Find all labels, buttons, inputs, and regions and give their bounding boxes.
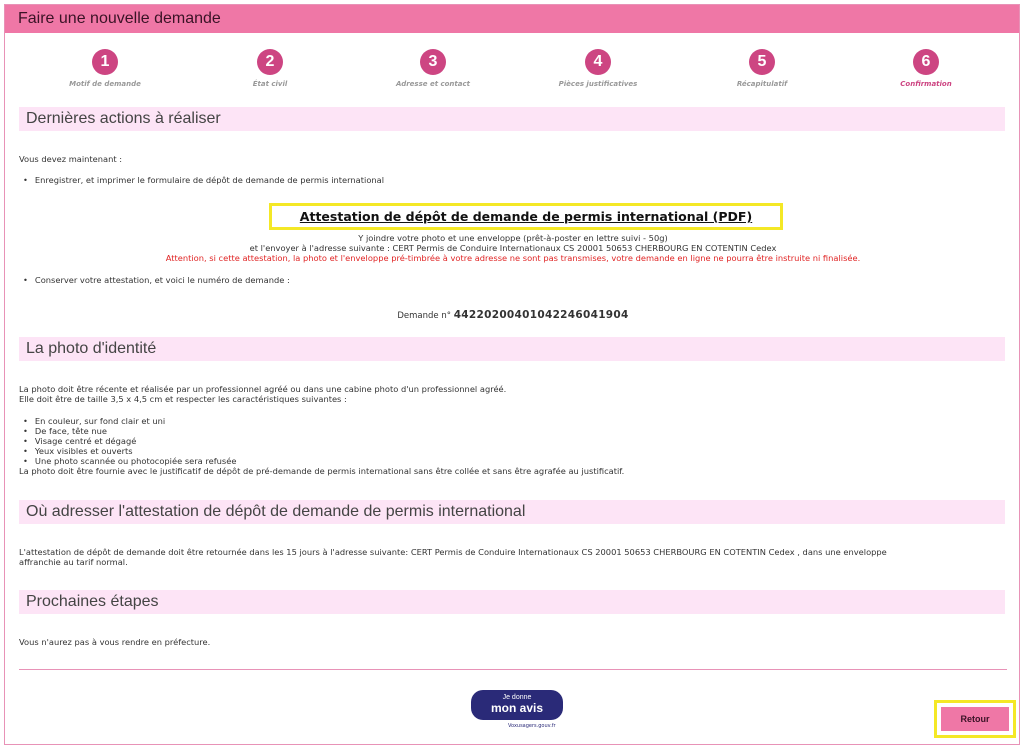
page-header xyxy=(5,5,1019,33)
step-label: État civil xyxy=(252,80,288,88)
photo-requirement: • Une photo scannée ou photocopiée sera refusée xyxy=(23,456,236,467)
page-frame xyxy=(4,4,1020,745)
section-title: Dernières actions à réaliser xyxy=(26,110,221,127)
step-label: Récapitulatif xyxy=(736,80,788,88)
step-1 xyxy=(35,49,175,88)
step-label: Adresse et contact xyxy=(396,80,470,88)
je-donne-mon-avis-button[interactable] xyxy=(471,690,563,720)
section-next-steps xyxy=(19,590,1005,614)
request-number-value: 44220200401042246041904 xyxy=(453,309,629,321)
page-title: Faire une nouvelle demande xyxy=(18,10,221,27)
step-number: 3 xyxy=(420,49,446,75)
step-3 xyxy=(363,49,503,88)
section-last-actions xyxy=(19,107,1005,131)
request-label: Demande n° xyxy=(397,311,451,321)
step-number: 1 xyxy=(92,49,118,75)
photo-requirement: • Visage centré et dégagé xyxy=(23,436,136,447)
intro-text: Vous devez maintenant : xyxy=(19,154,123,164)
step-6 xyxy=(856,49,996,88)
bullet-save-form: • Enregistrer, et imprimer le formulaire de dépôt de demande de permis international xyxy=(23,175,384,186)
next-steps-text: Vous n'aurez pas à vous rendre en préfecture. xyxy=(19,637,211,647)
step-2 xyxy=(200,49,340,88)
photo-requirement: • Yeux visibles et ouverts xyxy=(23,446,133,457)
attach-photo-text: Y joindre votre photo et une enveloppe (prêt-à-poster en lettre suivi - 50g) xyxy=(358,233,668,243)
step-number: 5 xyxy=(749,49,775,75)
section-id-photo xyxy=(19,337,1005,361)
pdf-link-frame xyxy=(269,203,783,230)
step-5 xyxy=(692,49,832,88)
photo-text-1: La photo doit être récente et réalisée par un professionnel agréé ou dans une cabine photo d'un professionnel agréé. xyxy=(19,384,507,394)
avis-line-1: Je donne xyxy=(502,694,532,701)
send-address-text: et l'envoyer à l'adresse suivante : CERT Permis de Conduire Internationaux CS 20001 50653 CHERBOURG EN COTENTIN Cedex xyxy=(249,243,777,253)
send-instructions-1: L'attestation de dépôt de demande doit être retournée dans les 15 jours à l'adresse suivante: CERT Permis de Conduire Internationaux CS 20001 50653 CHERBOURG EN COTENTIN Cedex , dans une enveloppe xyxy=(19,547,887,557)
avis-line-2: mon avis xyxy=(490,701,544,715)
step-label: Motif de demande xyxy=(69,80,141,88)
section-title: La photo d'identité xyxy=(26,340,157,357)
step-label: Pièces justificatives xyxy=(558,80,638,88)
send-instructions-2: affranchie au tarif normal. xyxy=(19,557,128,567)
photo-text-2: Elle doit être de taille 3,5 x 4,5 cm et respecter les caractéristiques suivantes : xyxy=(19,394,347,404)
retour-button[interactable]: Retour xyxy=(941,707,1009,731)
footer-divider xyxy=(19,669,1007,670)
step-number: 2 xyxy=(257,49,283,75)
bullet-keep-attestation: • Conserver votre attestation, et voici le numéro de demande : xyxy=(23,275,290,286)
progress-stepper xyxy=(23,49,1009,93)
retour-button-frame xyxy=(934,700,1016,738)
warning-text: Attention, si cette attestation, la photo et l'enveloppe pré-timbrée à votre adresse ne sont pas transmises, votre demande en ligne ne pourra être instruite ni finalisée. xyxy=(165,253,861,263)
attestation-pdf-link[interactable]: Attestation de dépôt de demande de permis international (PDF) xyxy=(299,209,753,224)
section-title: Où adresser l'attestation de dépôt de demande de permis international xyxy=(26,503,526,520)
voxusagers-label: Voxusagers.gouv.fr xyxy=(508,723,556,729)
request-number xyxy=(5,309,1021,321)
section-where-to-send xyxy=(19,500,1005,524)
step-label: Confirmation xyxy=(900,80,952,88)
step-number: 4 xyxy=(585,49,611,75)
photo-text-3: La photo doit être fournie avec le justificatif de dépôt de pré-demande de permis international sans être collée et sans être agrafée au justificatif. xyxy=(19,466,625,476)
step-number: 6 xyxy=(913,49,939,75)
section-title: Prochaines étapes xyxy=(26,593,159,610)
photo-requirement: • De face, tête nue xyxy=(23,426,107,437)
photo-requirement: • En couleur, sur fond clair et uni xyxy=(23,416,165,427)
step-4 xyxy=(528,49,668,88)
